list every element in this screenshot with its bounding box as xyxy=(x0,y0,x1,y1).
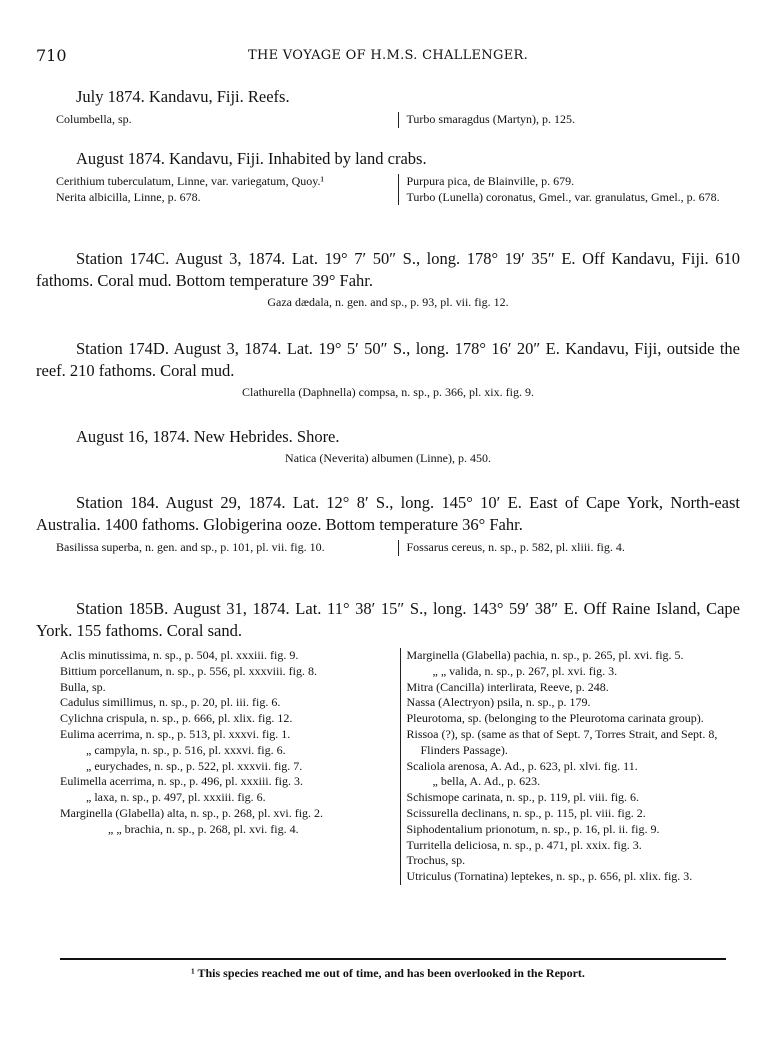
species-entry: Mitra (Cancilla) interlirata, Reeve, p. 248. xyxy=(406,679,609,694)
section-august-1874 xyxy=(36,148,740,205)
section-heading: Station 174D. August 3, 1874. Lat. 19° 5′ 50″ S., long. 178° 16′ 20″ E. Kandavu, Fiji, outside the reef. 210 fathoms. Coral mud. xyxy=(36,339,740,380)
section-august-16-1874 xyxy=(36,426,740,466)
species-entry: Turritella deliciosa, n. sp., p. 471, pl. xxix. fig. 3. xyxy=(406,837,642,852)
species-entry: Scissurella declinans, n. sp., p. 115, pl. viii. fig. 2. xyxy=(406,805,646,820)
section-heading: Station 185B. August 31, 1874. Lat. 11° 38′ 15″ S., long. 143° 59′ 38″ E. Off Raine Island, Cape York. 155 fathoms. Coral sand. xyxy=(36,599,740,640)
species-entry: Marginella (Glabella) alta, n. sp., p. 268, pl. xvi. fig. 2. xyxy=(60,805,324,820)
species-columns xyxy=(36,648,740,885)
species-entry: „ campyla, n. sp., p. 516, pl. xxxvi. fig. 6. xyxy=(86,742,286,757)
species-entry: Clathurella (Daphnella) compsa, n. sp., p. 366, pl. xix. fig. 9. xyxy=(242,385,534,399)
species-entry: Cadulus simillimus, n. sp., p. 20, pl. iii. fig. 6. xyxy=(60,695,281,710)
left-column xyxy=(36,540,398,556)
section-heading: Station 184. August 29, 1874. Lat. 12° 8′ S., long. 145° 10′ E. East of Cape York, North-east Australia. 1400 fathoms. Globigerina ooze. Bottom temperature 36° Fahr. xyxy=(36,493,740,534)
species-entry: Rissoa (?), sp. (same as that of Sept. 7, Torres Strait, and Sept. 8, Flinders Passage). xyxy=(406,726,718,757)
species-entry: Schismope carinata, n. sp., p. 119, pl. viii. fig. 6. xyxy=(406,790,640,805)
species-entry: Natica (Neverita) albumen (Linne), p. 450. xyxy=(285,451,491,465)
section-heading: Station 174C. August 3, 1874. Lat. 19° 7′ 50″ S., long. 178° 19′ 35″ E. Off Kandavu, Fiji. 610 fathoms. Coral mud. Bottom temperature 39° Fahr. xyxy=(36,249,740,290)
species-entry: Pleurotoma, sp. (belonging to the Pleurotoma carinata group). xyxy=(406,711,704,726)
left-column xyxy=(36,648,400,885)
species-entry: „ laxa, n. sp., p. 497, pl. xxxiii. fig. 6. xyxy=(86,790,266,805)
section-station-185b xyxy=(36,598,740,885)
species-entry: Eulima acerrima, n. sp., p. 513, pl. xxxvi. fig. 1. xyxy=(60,726,291,741)
species-entry: Trochus, sp. xyxy=(406,853,466,868)
footnote-rule xyxy=(60,958,726,960)
section-station-174c xyxy=(36,248,740,310)
species-entry: „ bella, A. Ad., p. 623. xyxy=(432,774,541,789)
species-entry: Bulla, sp. xyxy=(60,679,106,694)
right-column xyxy=(400,648,741,885)
species-entry: Eulimella acerrima, n. sp., p. 496, pl. xxxiii. fig. 3. xyxy=(60,774,303,789)
section-heading: August 1874. Kandavu, Fiji. Inhabited by land crabs. xyxy=(76,149,427,168)
left-column xyxy=(36,112,398,128)
species-entry: Marginella (Glabella) pachia, n. sp., p. 265, pl. xvi. fig. 5. xyxy=(406,648,684,662)
species-entry: „ eurychades, n. sp., p. 522, pl. xxxvii. fig. 7. xyxy=(86,758,303,773)
species-entry: Fossarus cereus, n. sp., p. 582, pl. xliii. fig. 4. xyxy=(406,540,625,554)
species-entry: Scaliola arenosa, A. Ad., p. 623, pl. xlvi. fig. 11. xyxy=(406,758,638,773)
page-number: 710 xyxy=(36,46,67,65)
species-entry: Siphodentalium prionotum, n. sp., p. 16, pl. ii. fig. 9. xyxy=(406,821,660,836)
species-columns xyxy=(36,540,740,556)
page-header xyxy=(36,46,740,68)
species-entry: Columbella, sp. xyxy=(56,112,132,126)
species-entry: Cerithium tuberculatum, Linne, var. variegatum, Quoy.¹ xyxy=(56,174,325,188)
right-column xyxy=(398,174,741,205)
species-entry: Basilissa superba, n. gen. and sp., p. 101, pl. vii. fig. 10. xyxy=(56,540,325,554)
species-columns xyxy=(36,112,740,128)
left-column xyxy=(36,174,398,205)
section-station-184 xyxy=(36,492,740,556)
right-column xyxy=(398,112,741,128)
footnote: ¹ This species reached me out of time, and has been overlooked in the Report. xyxy=(191,966,585,980)
species-entry: „ „ valida, n. sp., p. 267, pl. xvi. fig. 3. xyxy=(432,663,618,678)
section-heading: August 16, 1874. New Hebrides. Shore. xyxy=(76,427,340,446)
section-station-174d xyxy=(36,338,740,400)
section-july-1874 xyxy=(36,86,740,128)
right-column xyxy=(398,540,741,556)
species-entry: Gaza dædala, n. gen. and sp., p. 93, pl. vii. fig. 12. xyxy=(267,295,509,309)
species-entry: Aclis minutissima, n. sp., p. 504, pl. xxxiii. fig. 9. xyxy=(60,648,299,662)
species-entry: Purpura pica, de Blainville, p. 679. xyxy=(406,174,575,188)
section-heading: July 1874. Kandavu, Fiji. Reefs. xyxy=(76,87,290,106)
species-entry: Nassa (Alectryon) psila, n. sp., p. 179. xyxy=(406,695,591,710)
species-entry: Nerita albicilla, Linne, p. 678. xyxy=(56,189,201,204)
species-entry: Bittium porcellanum, n. sp., p. 556, pl. xxxviii. fig. 8. xyxy=(60,663,317,678)
species-entry: Cylichna crispula, n. sp., p. 666, pl. xlix. fig. 12. xyxy=(60,711,293,726)
species-entry: Turbo smaragdus (Martyn), p. 125. xyxy=(406,112,576,126)
species-columns xyxy=(36,174,740,205)
species-entry: Utriculus (Tornatina) leptekes, n. sp., p. 656, pl. xlix. fig. 3. xyxy=(406,869,693,884)
running-title: THE VOYAGE OF H.M.S. CHALLENGER. xyxy=(247,48,529,63)
species-entry: Turbo (Lunella) coronatus, Gmel., var. granulatus, Gmel., p. 678. xyxy=(406,189,720,204)
species-entry: „ „ brachia, n. sp., p. 268, pl. xvi. fig. 4. xyxy=(108,821,299,836)
